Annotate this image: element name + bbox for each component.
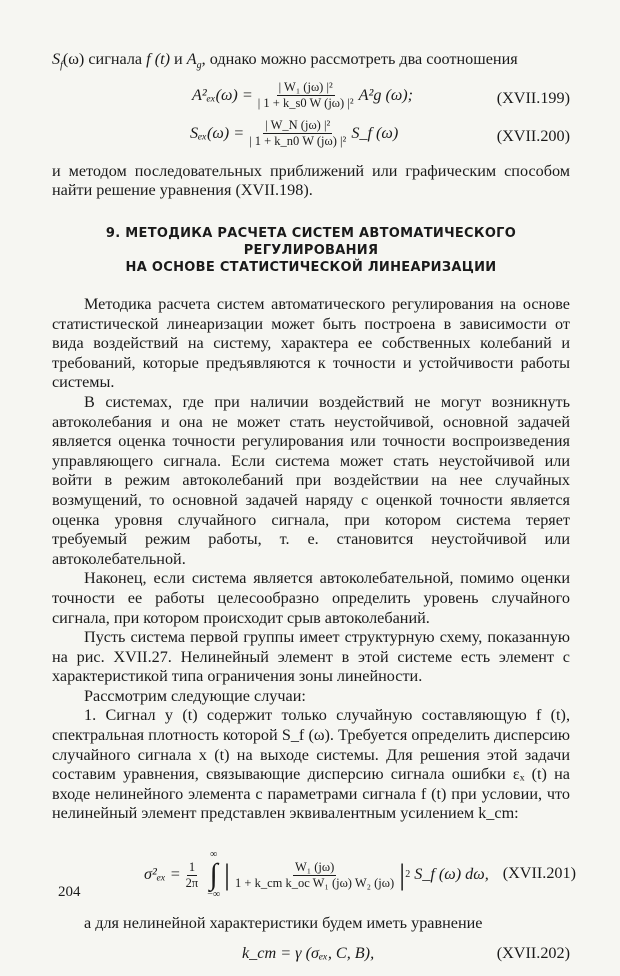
paragraph-4: Пусть система первой группы имеет структурную схему, показанную на рис. XVII.27. Нелинейный элемент в этой системе есть элемент с характеристикой типа ограничения зоны линейности. <box>52 628 570 686</box>
eq201-label: (XVII.201) <box>502 864 576 883</box>
eq199-lhs: A²ₑₓ(ω) = <box>192 85 253 104</box>
eq200-lhs: Sₑₓ(ω) = <box>190 123 245 142</box>
page-number: 204 <box>58 884 81 900</box>
intro-ag: A <box>186 50 197 68</box>
paragraph-6: 1. Сигнал y (t) содержит только случайную составляющую f (t), спектральная плотность которой S_f (ω). Требуется определить дисперсию случайного сигнала x (t) на выходе системы. Для решения этой задачи составим уравнения, связывающие дисперсию сигнала ошибки εₓ (t) на входе нелинейного элемента с параметрами сигнала f (t) при условии, что нелинейный элемент представлен эквивалентным усилением k_cm: <box>52 706 570 823</box>
equation-199 <box>52 80 570 118</box>
eq201-rhs: S_f (ω) dω, <box>414 865 489 884</box>
eq199-numerator: | W₁ (jω) |² <box>278 79 333 94</box>
eq201-int-bot: −∞ <box>207 889 220 901</box>
eq199-denominator: | 1 + k_s0 W (jω) |² <box>257 95 354 110</box>
eq201-coef <box>184 860 201 891</box>
eq201-coef-den: 2π <box>185 875 199 890</box>
paragraph-after-eq200: и методом последовательных приближений или графическим способом найти решение уравнения (XVII.198). <box>52 161 570 200</box>
intro-ft: f (t) <box>146 50 170 68</box>
equation-200 <box>52 118 570 156</box>
intro-and: и <box>174 50 183 68</box>
equation-202 <box>52 938 570 976</box>
eq201-int-top: ∞ <box>210 849 218 861</box>
integral-sign <box>207 850 220 900</box>
eq200-fraction <box>247 118 348 149</box>
eq200-rhs: S_f (ω) <box>351 123 399 142</box>
intro-text-2: , однако можно рассмотреть два соотношения <box>201 50 518 68</box>
eq199-label: (XVII.199) <box>496 88 570 107</box>
eq201-numerator: W₁ (jω) <box>294 859 335 874</box>
eq200-numerator: | W_N (jω) |² <box>265 117 331 132</box>
abs-bar-right: | <box>399 858 406 892</box>
intro-text-1: (ω) сигнала <box>62 50 143 68</box>
equation-201: σ²ₑₓ = $\frac{1}{2\pi}$ ∞ ∫ −∞ | $\frac{\text{W₁ (jω)}}{\text{1 + k\_cm k\_oc W₁ (jω) W₂ (jω)}}$ | 2 S_f (ω) dω, (XVII.201) <box>144 849 576 901</box>
heading-line-1: 9. МЕТОДИКА РАСЧЕТА СИСТЕМ АВТОМАТИЧЕСКОГО РЕГУЛИРОВАНИЯ <box>105 226 517 259</box>
eq200-denominator: | 1 + k_n0 W (jω) |² <box>249 133 347 148</box>
eq199-rhs: A²g (ω); <box>358 85 414 104</box>
integral-symbol-icon: ∫ <box>209 858 218 892</box>
section-heading <box>52 225 570 276</box>
eq200-label: (XVII.200) <box>496 126 570 145</box>
paragraph-3: Наконец, если система является автоколебательной, помимо оценки точности ее работы целесообразно определить уровень случайного сигнала, при котором происходит срыв автоколебаний. <box>52 569 570 627</box>
eq201-lhs: σ²ₑₓ = <box>144 865 181 884</box>
eq202-expr: k_cm = γ (σₑₓ, C, B), <box>242 943 375 962</box>
paragraph-2: В системах, где при наличии воздействий не могут возникнуть автоколебания и она не может стать неустойчивой, основной задачей является оценка точности регулирования или точности воспроизведения управляющего сигнала. Если система может стать неустойчивой или войти в режим автоколебаний при воздействии на нее случайных возмущений, то основной задачей наряду с оценкой точности является оценка уровня случайного сигнала, при котором система теряет требуемый режим работы, т. е. становится неустойчивой или автоколебательной. <box>52 392 570 568</box>
page-body <box>52 50 576 976</box>
eq201-denominator: 1 + k_cm k_oc W₁ (jω) W₂ (jω) <box>235 875 395 890</box>
eq202-label: (XVII.202) <box>496 943 570 962</box>
abs-bar-left: | <box>224 858 231 892</box>
intro-line: $S_f(\omega)$ сигнала f (t) и $A_g$, однако можно рассмотреть два соотношения <box>52 50 518 72</box>
eq201-fraction <box>233 860 396 891</box>
paragraph-after-eq201: а для нелинейной характеристики будем иметь уравнение <box>84 914 483 933</box>
heading-line-2: НА ОСНОВЕ СТАТИСТИЧЕСКОЙ ЛИНЕАРИЗАЦИИ <box>125 260 497 276</box>
paragraph-5: Рассмотрим следующие случаи: <box>84 686 306 705</box>
intro-sf: S <box>52 50 61 68</box>
eq201-coef-num: 1 <box>188 859 196 874</box>
eq199-fraction <box>256 80 356 111</box>
paragraph-1: Методика расчета систем автоматического регулирования на основе статистической линеаризации может быть построена в зависимости от вида воздействий на систему, характера ее собственных колебаний и требований, которые предъявляются к точности и устойчивости работы системы. <box>52 295 570 392</box>
